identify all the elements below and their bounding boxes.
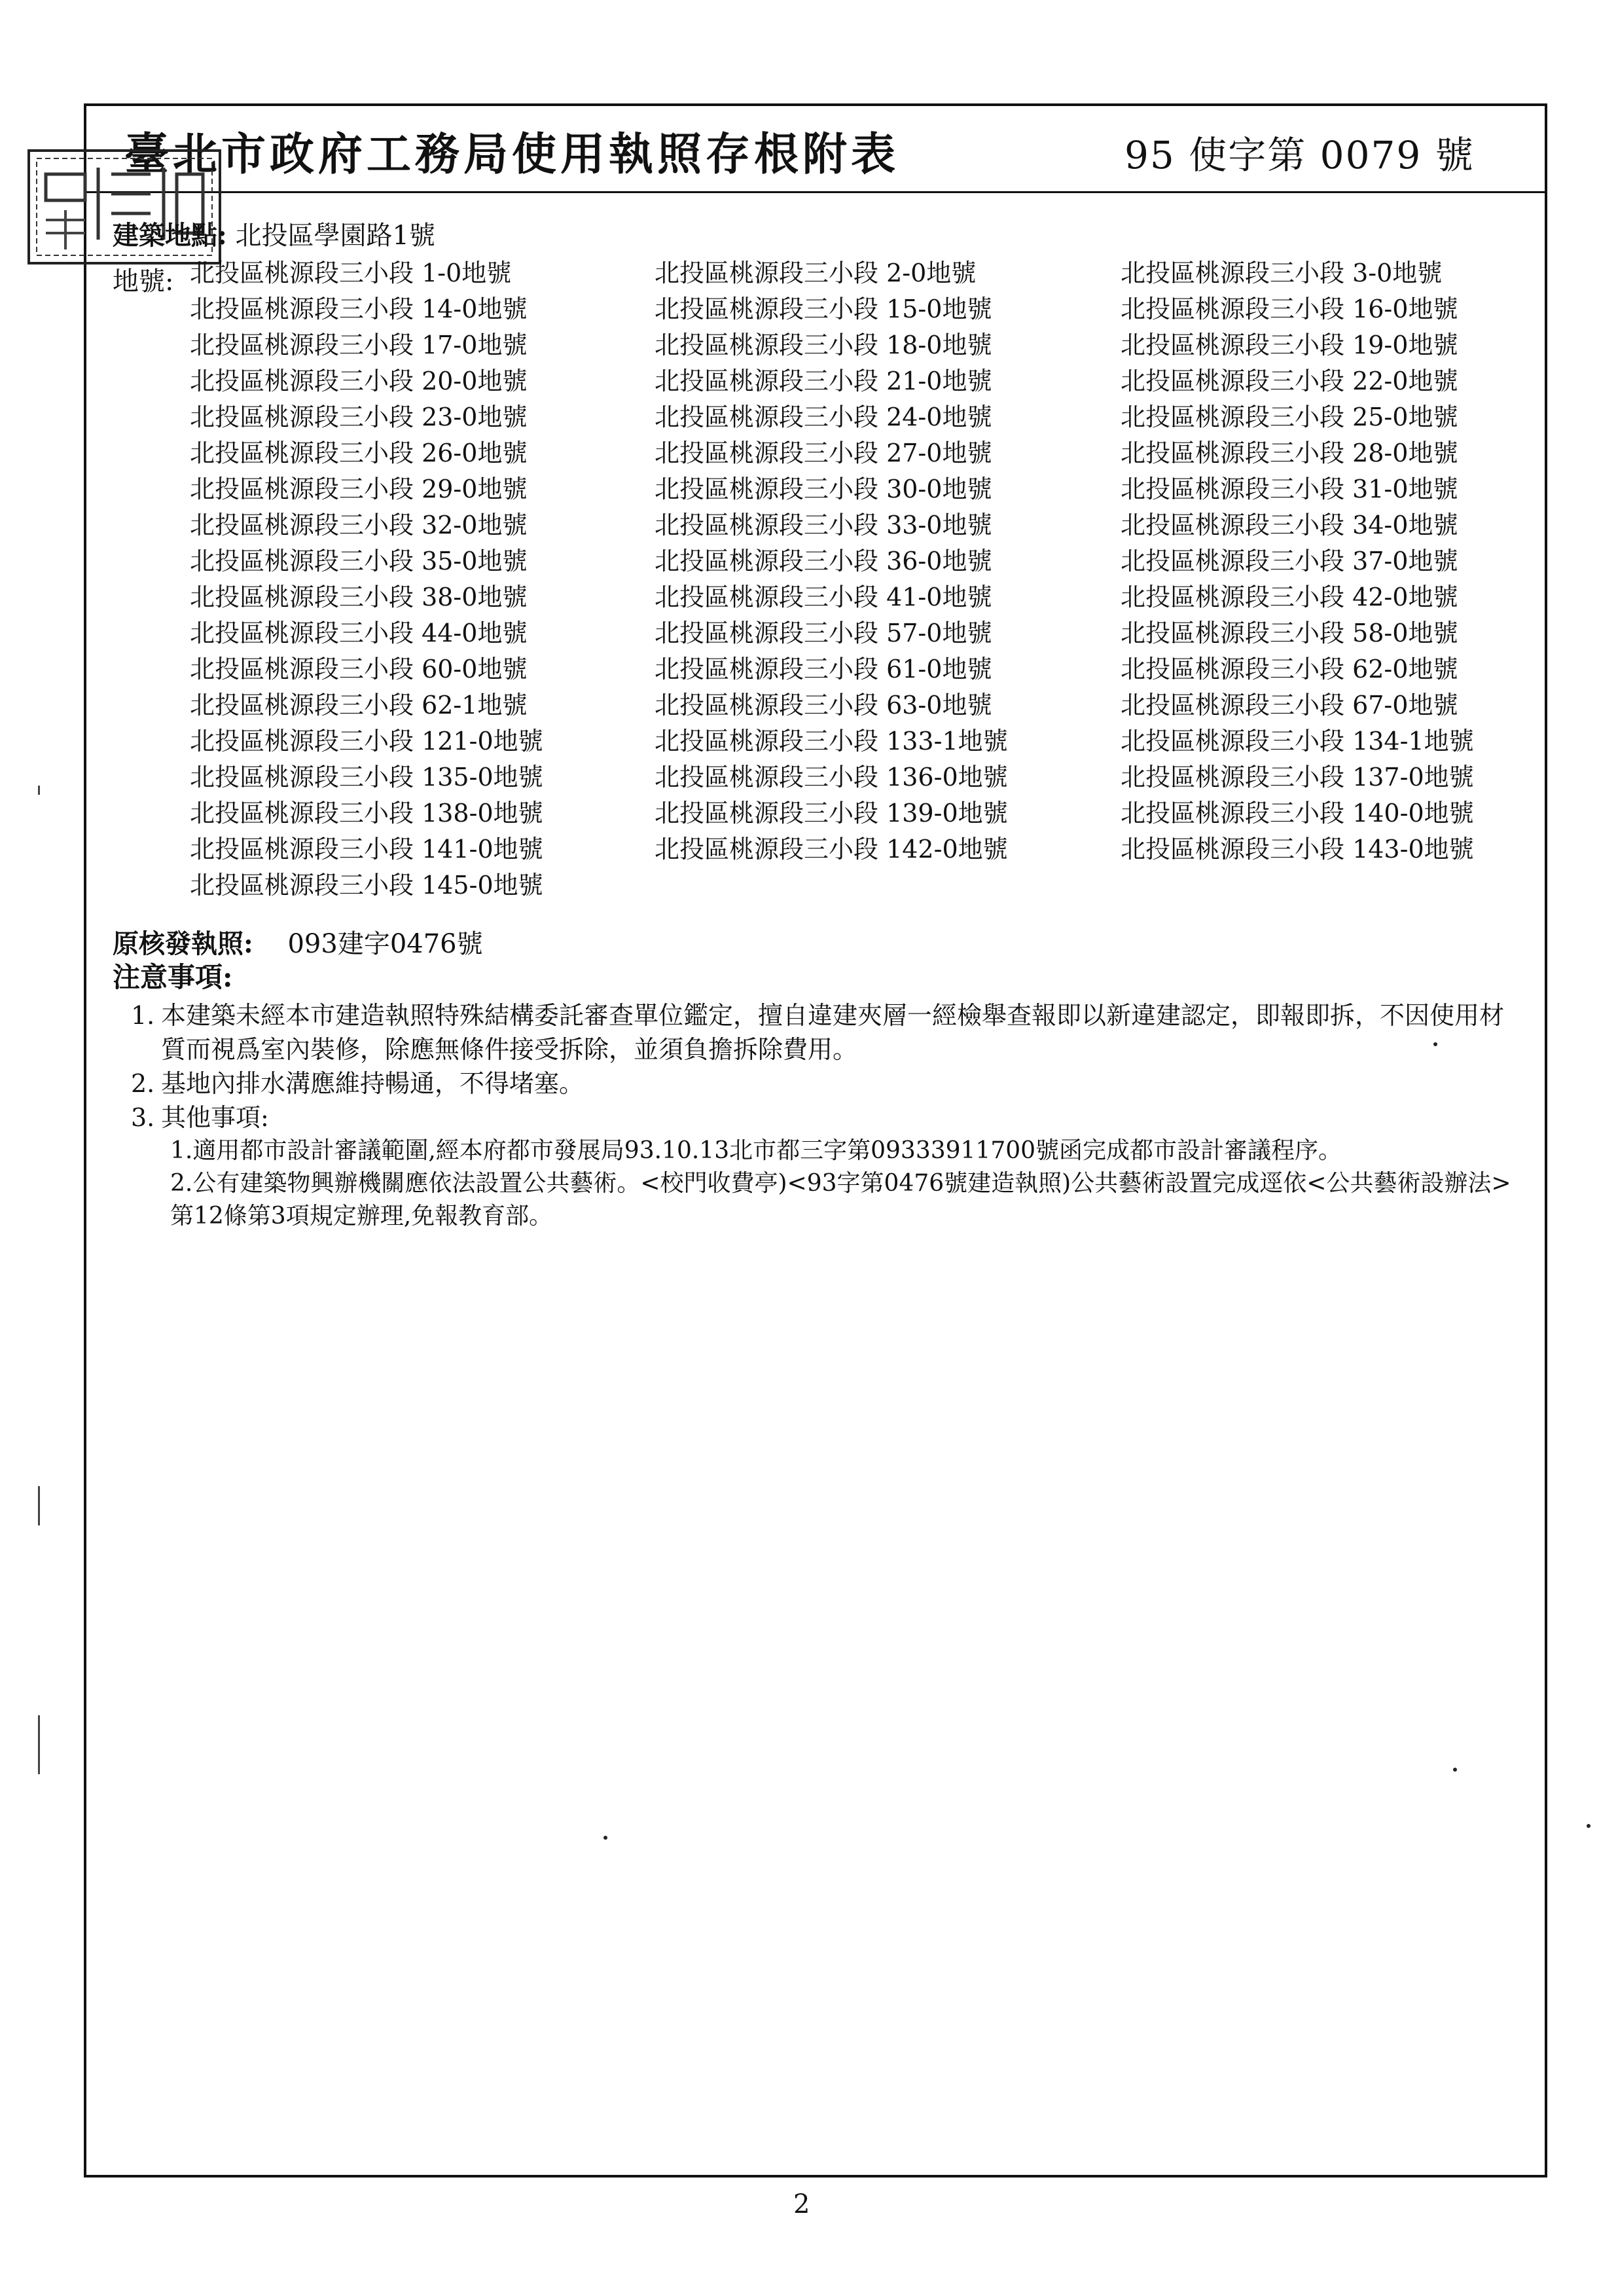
note-text: 基地內排水溝應維持暢通，不得堵塞。 bbox=[161, 1069, 584, 1098]
note-number: 1. bbox=[131, 1001, 155, 1030]
lots-label: 地號: bbox=[113, 266, 174, 297]
site-address bbox=[113, 215, 435, 252]
lot-entry: 北投區桃源段三小段 139-0地號 bbox=[655, 799, 1008, 828]
lot-entry: 北投區桃源段三小段 34-0地號 bbox=[1121, 511, 1458, 539]
lot-entry: 北投區桃源段三小段 30-0地號 bbox=[655, 475, 992, 503]
lot-entry: 北投區桃源段三小段 60-0地號 bbox=[190, 655, 528, 683]
note-text: 其他事項: bbox=[161, 1103, 269, 1132]
lot-entry: 北投區桃源段三小段 121-0地號 bbox=[190, 727, 543, 756]
lot-entry: 北投區桃源段三小段 57-0地號 bbox=[655, 619, 992, 647]
lot-list bbox=[190, 255, 1486, 903]
page-title: 臺北市政府工務局使用執照存根附表 bbox=[124, 128, 900, 181]
lot-entry: 北投區桃源段三小段 27-0地號 bbox=[655, 439, 992, 467]
lot-row bbox=[190, 687, 1486, 723]
lot-entry bbox=[655, 867, 1121, 903]
lot-row bbox=[190, 543, 1486, 579]
lot-entry: 北投區桃源段三小段 63-0地號 bbox=[655, 691, 992, 720]
lot-entry bbox=[1121, 867, 1487, 903]
lot-entry: 北投區桃源段三小段 32-0地號 bbox=[190, 511, 528, 539]
note-item bbox=[131, 1066, 1519, 1101]
lot-row bbox=[190, 471, 1486, 507]
note-sub-item: 1.適用都市設計審議範圍,經本府都市發展局93.10.13北市都三字第09333911700號函完成都市設計審議程序。 bbox=[170, 1137, 1342, 1164]
lot-entry: 北投區桃源段三小段 62-1地號 bbox=[190, 691, 528, 720]
page-number: 2 bbox=[793, 2189, 810, 2219]
lot-entry: 北投區桃源段三小段 140-0地號 bbox=[1121, 799, 1474, 828]
note-item bbox=[131, 1101, 1519, 1135]
lot-entry: 北投區桃源段三小段 41-0地號 bbox=[655, 583, 992, 611]
lot-row bbox=[190, 723, 1486, 759]
lot-row bbox=[190, 399, 1486, 435]
lot-row bbox=[190, 579, 1486, 615]
lot-entry: 北投區桃源段三小段 137-0地號 bbox=[1121, 763, 1474, 792]
note-number: 2. bbox=[131, 1069, 155, 1098]
note-number: 3. bbox=[131, 1103, 155, 1132]
lot-row bbox=[190, 435, 1486, 471]
lot-entry: 北投區桃源段三小段 136-0地號 bbox=[655, 763, 1008, 792]
lot-entry: 北投區桃源段三小段 38-0地號 bbox=[190, 583, 528, 611]
note-sub-item: 2.公有建築物興辦機關應依法設置公共藝術。<校門收費亭)<93字第0476號建造執照)公共藝術設置完成逕依<公共藝術設辦法>第12條第3項規定辦理,免報教育部。 bbox=[170, 1170, 1511, 1230]
site-address-label: 建築地點: bbox=[113, 220, 227, 251]
original-permit-value: 093建字0476號 bbox=[287, 929, 483, 959]
lot-entry: 北投區桃源段三小段 21-0地號 bbox=[655, 367, 992, 395]
lot-row bbox=[190, 867, 1486, 903]
lot-entry: 北投區桃源段三小段 26-0地號 bbox=[190, 439, 528, 467]
lot-row bbox=[190, 615, 1486, 651]
lot-entry: 北投區桃源段三小段 141-0地號 bbox=[190, 835, 543, 864]
lot-entry: 北投區桃源段三小段 15-0地號 bbox=[655, 295, 992, 323]
lot-entry: 北投區桃源段三小段 31-0地號 bbox=[1121, 475, 1458, 503]
lot-entry: 北投區桃源段三小段 17-0地號 bbox=[190, 331, 528, 359]
lot-entry: 北投區桃源段三小段 24-0地號 bbox=[655, 403, 992, 431]
note-text: 本建築未經本市建造執照特殊結構委託審查單位鑑定，擅自違建夾層一經檢舉查報即以新違建認定，即報即拆，不因使用材質而視爲室內裝修，除應無條件接受拆除，並須負擔拆除費用。 bbox=[161, 1001, 1505, 1064]
lot-row bbox=[190, 651, 1486, 687]
lot-entry: 北投區桃源段三小段 62-0地號 bbox=[1121, 655, 1458, 683]
lot-entry: 北投區桃源段三小段 25-0地號 bbox=[1121, 403, 1458, 431]
lot-entry: 北投區桃源段三小段 42-0地號 bbox=[1121, 583, 1458, 611]
lot-entry: 北投區桃源段三小段 142-0地號 bbox=[655, 835, 1008, 864]
lot-row bbox=[190, 327, 1486, 363]
scan-mark bbox=[38, 1715, 40, 1774]
lot-entry: 北投區桃源段三小段 19-0地號 bbox=[1121, 331, 1458, 359]
permit-number: 95 使字第 0079 號 bbox=[1124, 133, 1475, 177]
lot-entry: 北投區桃源段三小段 135-0地號 bbox=[190, 763, 543, 792]
original-permit bbox=[113, 923, 483, 960]
notes-heading: 注意事項: bbox=[113, 961, 233, 993]
lot-entry: 北投區桃源段三小段 143-0地號 bbox=[1121, 835, 1474, 864]
lot-entry: 北投區桃源段三小段 16-0地號 bbox=[1121, 295, 1458, 323]
scan-speck bbox=[603, 1836, 607, 1840]
lot-entry: 北投區桃源段三小段 67-0地號 bbox=[1121, 691, 1458, 720]
lot-entry: 北投區桃源段三小段 61-0地號 bbox=[655, 655, 992, 683]
lot-entry: 北投區桃源段三小段 58-0地號 bbox=[1121, 619, 1458, 647]
lot-row bbox=[190, 795, 1486, 831]
lot-row bbox=[190, 291, 1486, 327]
lot-entry: 北投區桃源段三小段 37-0地號 bbox=[1121, 547, 1458, 575]
lot-entry: 北投區桃源段三小段 23-0地號 bbox=[190, 403, 528, 431]
lot-entry: 北投區桃源段三小段 145-0地號 bbox=[190, 871, 543, 900]
note-item bbox=[131, 998, 1519, 1066]
lot-entry: 北投區桃源段三小段 35-0地號 bbox=[190, 547, 528, 575]
lot-entry: 北投區桃源段三小段 2-0地號 bbox=[655, 259, 977, 287]
lot-entry: 北投區桃源段三小段 134-1地號 bbox=[1121, 727, 1474, 756]
scan-speck bbox=[1433, 1042, 1437, 1046]
lot-entry: 北投區桃源段三小段 29-0地號 bbox=[190, 475, 528, 503]
original-permit-label: 原核發執照: bbox=[113, 928, 253, 959]
lot-entry: 北投區桃源段三小段 1-0地號 bbox=[190, 259, 512, 287]
lot-entry: 北投區桃源段三小段 138-0地號 bbox=[190, 799, 543, 828]
lot-entry: 北投區桃源段三小段 33-0地號 bbox=[655, 511, 992, 539]
lot-row bbox=[190, 507, 1486, 543]
lot-entry: 北投區桃源段三小段 22-0地號 bbox=[1121, 367, 1458, 395]
lot-entry: 北投區桃源段三小段 133-1地號 bbox=[655, 727, 1008, 756]
lot-row bbox=[190, 363, 1486, 399]
lot-row bbox=[190, 759, 1486, 795]
title-divider bbox=[84, 191, 1547, 193]
lot-row bbox=[190, 831, 1486, 867]
lot-entry: 北投區桃源段三小段 3-0地號 bbox=[1121, 259, 1443, 287]
lot-entry: 北投區桃源段三小段 44-0地號 bbox=[190, 619, 528, 647]
scan-speck bbox=[1587, 1824, 1591, 1828]
lot-entry: 北投區桃源段三小段 36-0地號 bbox=[655, 547, 992, 575]
scan-mark bbox=[38, 1486, 40, 1525]
lot-entry: 北投區桃源段三小段 20-0地號 bbox=[190, 367, 528, 395]
lot-entry: 北投區桃源段三小段 18-0地號 bbox=[655, 331, 992, 359]
lot-entry: 北投區桃源段三小段 28-0地號 bbox=[1121, 439, 1458, 467]
site-address-value: 北投區學園路1號 bbox=[235, 221, 435, 251]
lot-row bbox=[190, 255, 1486, 291]
notes-list bbox=[131, 998, 1519, 1233]
scan-speck bbox=[1453, 1768, 1457, 1772]
lot-entry: 北投區桃源段三小段 14-0地號 bbox=[190, 295, 528, 323]
scan-mark bbox=[38, 786, 40, 795]
